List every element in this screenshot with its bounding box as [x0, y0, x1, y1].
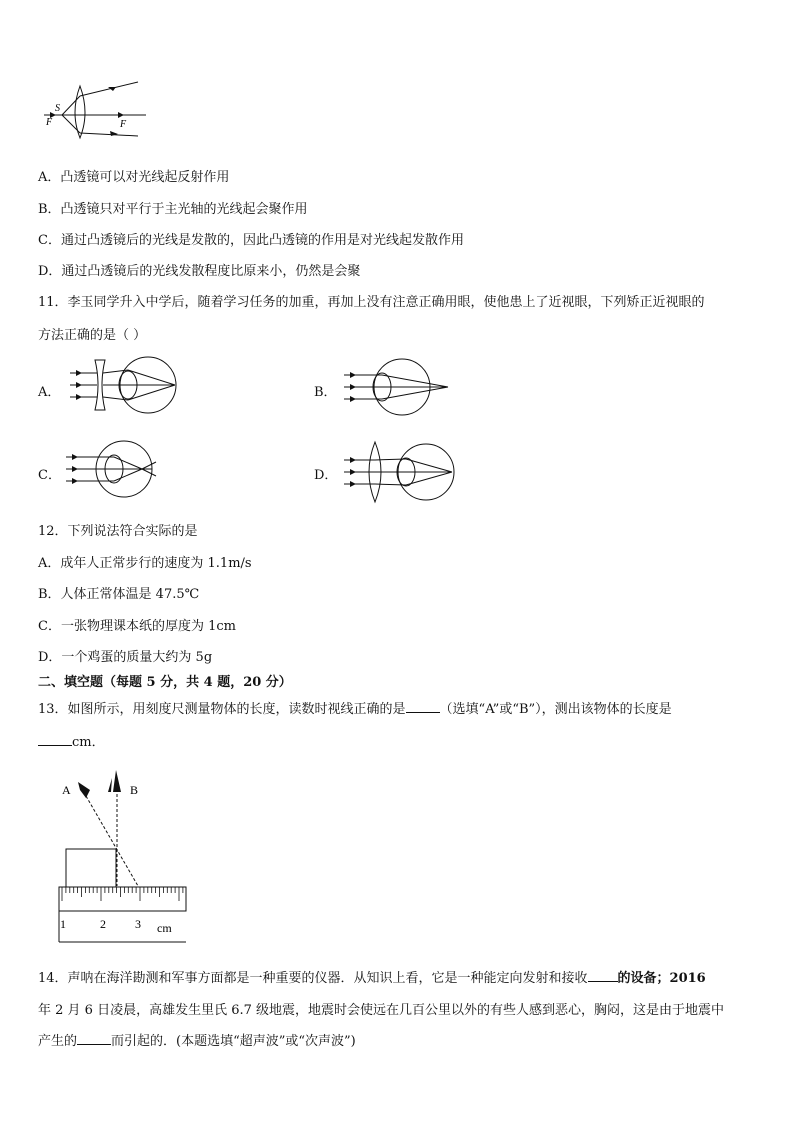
convex-lens-figure — [38, 78, 158, 140]
label-f-right: F — [120, 119, 127, 130]
q12-option-d: D．一个鸡蛋的质量大约为 5g — [38, 650, 213, 665]
ruler-unit: cm — [157, 921, 172, 935]
q12-option-b: B．人体正常体温是 47.5℃ — [38, 587, 200, 602]
q11-label-c: C． — [38, 468, 61, 483]
q11-stem-line1: 11．李玉同学升入中学后，随着学习任务的加重，再加上没有注意正确用眼，使他患上了近视眼，下列矫正近视眼的 — [38, 295, 705, 310]
q13-stem — [38, 698, 672, 717]
ruler-figure — [56, 768, 190, 944]
q14-part-2: 的设备；2016 — [617, 971, 706, 986]
q14-blank-2[interactable] — [77, 1032, 111, 1045]
eye-a-icon — [78, 782, 90, 798]
q10-option-a: A．凸透镜可以对光线起反射作用 — [38, 170, 230, 185]
q14-blank-1[interactable] — [588, 969, 618, 982]
q14-line3 — [38, 1030, 356, 1049]
label-s: S — [55, 103, 60, 114]
q14-part-3a: 产生的 — [38, 1034, 78, 1049]
q13-blank-2[interactable] — [38, 733, 72, 746]
q14-line1 — [38, 967, 706, 986]
q10-option-c: C．通过凸透镜后的光线是发散的，因此凸透镜的作用是对光线起发散作用 — [38, 233, 464, 248]
eye-figure-a — [68, 356, 180, 414]
q12-option-a: A．成年人正常步行的速度为 1.1m/s — [38, 556, 252, 571]
q14-part-1: 14．声呐在海洋勘测和军事方面都是一种重要的仪器．从知识上看，它是一种能定向发射和接收 — [38, 971, 588, 986]
q11-label-a: A． — [38, 385, 61, 400]
eye-figure-b — [342, 358, 454, 416]
q14-part-3b: 而引起的．(本题选填“超声波”或“次声波”) — [111, 1034, 356, 1049]
label-f-left: F — [46, 117, 53, 128]
q10-option-d: D．通过凸透镜后的光线发散程度比原来小，仍然是会聚 — [38, 264, 361, 279]
label-b: B — [130, 783, 139, 797]
section-2-title: 二、填空题（每题 5 分，共 4 题，20 分） — [38, 675, 292, 690]
tick-label-1: 1 — [60, 917, 66, 931]
q11-label-b: B． — [314, 385, 337, 400]
q13-stem-part-b: （选填“A”或“B”），测出该物体的长度是 — [439, 702, 672, 717]
q13-unit: cm． — [72, 735, 105, 750]
q14-line2: 年 2 月 6 日凌晨，高雄发生里氏 6.7 级地震，地震时会使远在几百公里以外的有些人感到恶心，胸闷，这是由于地震中 — [38, 1003, 725, 1018]
q13-stem-line2 — [38, 731, 105, 750]
q13-stem-part-a: 13．如图所示，用刻度尺测量物体的长度，读数时视线正确的是 — [38, 702, 406, 717]
tick-label-2: 2 — [100, 917, 106, 931]
eye-figure-d — [342, 440, 458, 504]
q12-option-c: C．一张物理课本纸的厚度为 1cm — [38, 619, 236, 634]
q12-stem: 12．下列说法符合实际的是 — [38, 524, 198, 539]
tick-label-3: 3 — [135, 917, 141, 931]
q11-stem-line2: 方法正确的是（ ） — [38, 328, 147, 343]
q11-label-d: D． — [314, 468, 338, 483]
q13-blank-1[interactable] — [406, 700, 440, 713]
eye-figure-c — [64, 440, 164, 498]
eye-b-icon — [108, 770, 121, 792]
q10-option-b: B．凸透镜只对平行于主光轴的光线起会聚作用 — [38, 202, 308, 217]
label-a: A — [62, 783, 71, 797]
